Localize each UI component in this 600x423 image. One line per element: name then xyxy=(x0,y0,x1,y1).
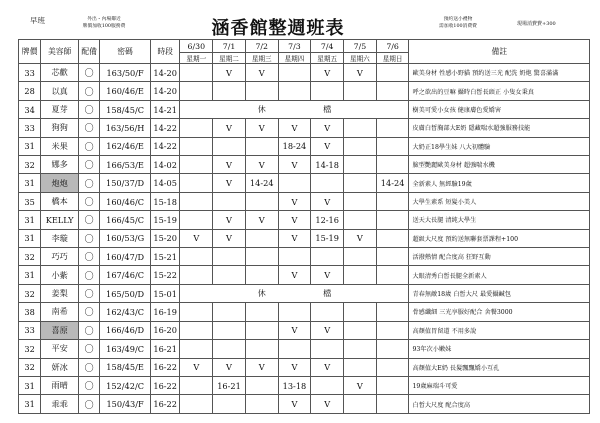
cell-day: V xyxy=(180,229,213,247)
cell-price: 33 xyxy=(19,321,41,339)
cell-remark: 活潑熱情 配合度高 狂野互動 xyxy=(409,248,590,266)
cell-day xyxy=(180,211,213,229)
cell-allocated: 〇 xyxy=(79,321,100,339)
cell-shift-time: 16-19 xyxy=(150,303,180,321)
col-price: 牌價 xyxy=(19,40,41,64)
cell-day: V xyxy=(245,119,278,137)
cell-day xyxy=(344,395,377,414)
cell-code: 158/45/E xyxy=(100,358,151,376)
col-date: 7/2 xyxy=(245,40,278,53)
cell-day xyxy=(376,303,409,321)
cell-day xyxy=(344,248,377,266)
cell-day: V xyxy=(278,119,311,137)
cell-day xyxy=(245,340,278,358)
cell-day: V xyxy=(311,266,344,284)
cell-remark: 全新素人 無經驗19歲 xyxy=(409,174,590,192)
col-name: 美容師 xyxy=(41,40,79,64)
cell-day xyxy=(344,119,377,137)
cell-shift-time: 15-18 xyxy=(150,192,180,210)
cell-day xyxy=(376,321,409,339)
cell-day: V xyxy=(213,174,246,192)
cell-code: 166/46/D xyxy=(100,321,151,339)
cell-day xyxy=(180,340,213,358)
table-row xyxy=(19,174,590,192)
cell-code: 158/45/C xyxy=(100,100,151,118)
cell-shift-time: 15-21 xyxy=(150,248,180,266)
cell-day: V xyxy=(245,211,278,229)
cell-day: V xyxy=(311,64,344,82)
cell-name: 姜梨 xyxy=(41,284,79,302)
cell-allocated: 〇 xyxy=(79,192,100,210)
cell-remark: 高顏值大E奶 長髮飄飄嬌小互孔 xyxy=(409,358,590,376)
cell-day xyxy=(180,248,213,266)
cell-allocated: 〇 xyxy=(79,119,100,137)
col-shift-time: 時段 xyxy=(150,40,180,64)
cell-remark: 19歲麻瑞斗可愛 xyxy=(409,376,590,394)
cell-allocated: 〇 xyxy=(79,100,100,118)
table-row xyxy=(19,64,590,82)
cell-remark: 青春無敵18歲 白皙大尺 最愛攝鹹包 xyxy=(409,284,590,302)
cell-day xyxy=(278,340,311,358)
cell-day: V xyxy=(278,395,311,414)
cell-day xyxy=(376,192,409,210)
cell-day: V xyxy=(344,64,377,82)
cell-name: 炮炮 xyxy=(41,174,79,192)
cell-day: 13-18 xyxy=(278,376,311,394)
cell-day: V xyxy=(311,137,344,155)
cell-day xyxy=(213,137,246,155)
cell-day xyxy=(376,119,409,137)
cell-price: 32 xyxy=(19,340,41,358)
cell-day xyxy=(278,174,311,192)
cell-rest-notice: 休 檔 xyxy=(180,284,409,302)
cell-day: V xyxy=(278,358,311,376)
cell-day xyxy=(344,174,377,192)
cell-day xyxy=(311,376,344,394)
cell-day xyxy=(245,229,278,247)
cell-day xyxy=(344,156,377,174)
cell-price: 32 xyxy=(19,248,41,266)
col-weekday: 星期三 xyxy=(245,53,278,64)
table-row xyxy=(19,395,590,414)
cell-name: 以真 xyxy=(41,82,79,100)
cell-day xyxy=(213,303,246,321)
cell-day xyxy=(180,395,213,414)
cell-day xyxy=(245,82,278,100)
shift-label: 早班 xyxy=(30,16,45,25)
cell-day: V xyxy=(245,358,278,376)
col-date: 6/30 xyxy=(180,40,213,53)
cell-allocated: 〇 xyxy=(79,340,100,358)
cell-price: 33 xyxy=(19,119,41,137)
cell-day xyxy=(278,248,311,266)
cell-allocated: 〇 xyxy=(79,358,100,376)
cell-name: 平安 xyxy=(41,340,79,358)
table-row xyxy=(19,248,590,266)
cell-day: V xyxy=(213,64,246,82)
cell-day: V xyxy=(213,119,246,137)
cell-day xyxy=(344,137,377,155)
cell-day xyxy=(180,376,213,394)
cell-day xyxy=(376,64,409,82)
cell-remark: 超級大尺度 預約送無聯套票課程+100 xyxy=(409,229,590,247)
cell-day xyxy=(180,137,213,155)
cell-allocated: 〇 xyxy=(79,395,100,414)
cell-name: 李璇 xyxy=(41,229,79,247)
cell-day xyxy=(180,174,213,192)
col-code: 密碼 xyxy=(100,40,151,64)
cell-day xyxy=(311,82,344,100)
table-header xyxy=(19,40,590,64)
cell-day xyxy=(213,321,246,339)
table-row xyxy=(19,303,590,321)
cell-day: V xyxy=(213,229,246,247)
page-title: 涵香館整週班表 xyxy=(211,18,345,39)
table-row xyxy=(19,284,590,302)
cell-code: 160/47/D xyxy=(100,248,151,266)
cell-remark: 骨感纖細 三光享服好配合 舍餐3000 xyxy=(409,303,590,321)
col-allocated: 配備 xyxy=(79,40,100,64)
cell-name: 夏芽 xyxy=(41,100,79,118)
cell-code: 163/50/F xyxy=(100,64,151,82)
cell-day xyxy=(376,376,409,394)
cell-price: 31 xyxy=(19,174,41,192)
cell-remark: 臉型艷麗歐美身材 超強喘水機 xyxy=(409,156,590,174)
cell-day: V xyxy=(344,376,377,394)
header-note-left-line: 外出・內場鄰近 xyxy=(87,17,121,22)
cell-code: 160/46/E xyxy=(100,82,151,100)
cell-code: 163/49/C xyxy=(100,340,151,358)
cell-day xyxy=(376,137,409,155)
table-row xyxy=(19,82,590,100)
cell-day: V xyxy=(344,229,377,247)
cell-code: 162/46/E xyxy=(100,137,151,155)
cell-day xyxy=(376,156,409,174)
col-weekday: 星期六 xyxy=(344,53,377,64)
cell-day xyxy=(278,64,311,82)
cell-price: 31 xyxy=(19,395,41,414)
cell-day: V xyxy=(213,156,246,174)
cell-day xyxy=(245,321,278,339)
cell-allocated: 〇 xyxy=(79,284,100,302)
table-row xyxy=(19,137,590,155)
cell-day: 14-24 xyxy=(245,174,278,192)
cell-price: 32 xyxy=(19,284,41,302)
cell-day: V xyxy=(311,395,344,414)
cell-day xyxy=(245,266,278,284)
cell-day xyxy=(376,229,409,247)
cell-day: V xyxy=(180,358,213,376)
cell-day xyxy=(245,192,278,210)
cell-code: 160/46/C xyxy=(100,192,151,210)
cell-day xyxy=(180,266,213,284)
cell-day xyxy=(245,376,278,394)
cell-shift-time: 14-22 xyxy=(150,119,180,137)
cell-day xyxy=(245,395,278,414)
header-note-right xyxy=(418,17,498,30)
cell-shift-time: 15-01 xyxy=(150,284,180,302)
cell-remark: 呼之欲出的豆嘛 攝時白皙長頭正 小隻女秉真 xyxy=(409,82,590,100)
cell-day xyxy=(213,340,246,358)
cell-price: 33 xyxy=(19,64,41,82)
cell-day xyxy=(376,82,409,100)
cell-day xyxy=(213,395,246,414)
cell-day: V xyxy=(245,64,278,82)
cell-remark: 大眼清秀白皙長腿全新素人 xyxy=(409,266,590,284)
cell-code: 150/37/D xyxy=(100,174,151,192)
header-note-right-line: 預約送小禮物 xyxy=(443,17,473,22)
table-body xyxy=(19,64,590,414)
header-note-left xyxy=(64,17,144,30)
fee-note: 現場消費費+300 xyxy=(517,21,556,27)
col-weekday: 星期一 xyxy=(180,53,213,64)
col-date: 7/4 xyxy=(311,40,344,53)
cell-name: 雨晴 xyxy=(41,376,79,394)
cell-day xyxy=(180,321,213,339)
cell-name: KELLY xyxy=(41,211,79,229)
cell-allocated: 〇 xyxy=(79,174,100,192)
cell-shift-time: 16-22 xyxy=(150,376,180,394)
table-row xyxy=(19,156,590,174)
cell-shift-time: 16-21 xyxy=(150,340,180,358)
cell-allocated: 〇 xyxy=(79,211,100,229)
cell-name: 喜原 xyxy=(41,321,79,339)
cell-shift-time: 16-20 xyxy=(150,321,180,339)
cell-day: 14-18 xyxy=(311,156,344,174)
table-row xyxy=(19,266,590,284)
cell-day xyxy=(245,248,278,266)
cell-day xyxy=(180,156,213,174)
cell-day xyxy=(376,266,409,284)
cell-name: 狗狗 xyxy=(41,119,79,137)
cell-code: 165/50/D xyxy=(100,284,151,302)
cell-day xyxy=(245,137,278,155)
cell-remark: 93年次小嫩妹 xyxy=(409,340,590,358)
cell-day xyxy=(344,321,377,339)
cell-name: 巧巧 xyxy=(41,248,79,266)
cell-allocated: 〇 xyxy=(79,82,100,100)
col-weekday: 星期五 xyxy=(311,53,344,64)
cell-day xyxy=(213,82,246,100)
cell-day: V xyxy=(278,321,311,339)
table-row xyxy=(19,119,590,137)
cell-shift-time: 15-19 xyxy=(150,211,180,229)
table-row xyxy=(19,340,590,358)
cell-price: 35 xyxy=(19,192,41,210)
cell-day: V xyxy=(311,321,344,339)
cell-code: 162/43/C xyxy=(100,303,151,321)
cell-day xyxy=(376,395,409,414)
cell-code: 167/46/C xyxy=(100,266,151,284)
cell-allocated: 〇 xyxy=(79,137,100,155)
cell-allocated: 〇 xyxy=(79,229,100,247)
cell-price: 31 xyxy=(19,376,41,394)
cell-price: 34 xyxy=(19,100,41,118)
cell-price: 31 xyxy=(19,211,41,229)
cell-price: 28 xyxy=(19,82,41,100)
cell-name: 南希 xyxy=(41,303,79,321)
cell-remark: 大奶正18學生妹 八大初體驗 xyxy=(409,137,590,155)
cell-day: 16-21 xyxy=(213,376,246,394)
cell-remark: 高顏值胃留道 不用多說 xyxy=(409,321,590,339)
table-row xyxy=(19,211,590,229)
header-note-left-line: 牌價加收100服務費 xyxy=(82,23,126,29)
cell-day: 15-19 xyxy=(311,229,344,247)
cell-day: V xyxy=(278,192,311,210)
table-row xyxy=(19,229,590,247)
col-date: 7/3 xyxy=(278,40,311,53)
cell-name: 芯歡 xyxy=(41,64,79,82)
cell-allocated: 〇 xyxy=(79,266,100,284)
col-remark: 備註 xyxy=(409,40,590,64)
cell-shift-time: 14-22 xyxy=(150,137,180,155)
cell-day xyxy=(213,192,246,210)
cell-price: 31 xyxy=(19,229,41,247)
cell-day xyxy=(180,303,213,321)
cell-day: V xyxy=(278,211,311,229)
cell-code: 166/45/C xyxy=(100,211,151,229)
table-row xyxy=(19,321,590,339)
cell-name: 乖乖 xyxy=(41,395,79,414)
cell-shift-time: 14-20 xyxy=(150,64,180,82)
cell-code: 166/53/E xyxy=(100,156,151,174)
cell-allocated: 〇 xyxy=(79,376,100,394)
cell-shift-time: 14-02 xyxy=(150,156,180,174)
cell-day xyxy=(344,82,377,100)
cell-remark: 大學生素系 短髮小美人 xyxy=(409,192,590,210)
cell-price: 32 xyxy=(19,156,41,174)
cell-day xyxy=(180,192,213,210)
cell-shift-time: 16-22 xyxy=(150,358,180,376)
cell-day xyxy=(376,211,409,229)
cell-day: V xyxy=(311,192,344,210)
cell-remark: 白皙大尺度 配合度高 xyxy=(409,395,590,414)
cell-day xyxy=(311,303,344,321)
cell-day xyxy=(376,248,409,266)
cell-day xyxy=(245,303,278,321)
cell-day: V xyxy=(278,156,311,174)
cell-day: V xyxy=(213,211,246,229)
cell-day xyxy=(376,340,409,358)
cell-name: 米果 xyxy=(41,137,79,155)
cell-day: V xyxy=(213,358,246,376)
cell-day xyxy=(344,211,377,229)
cell-price: 31 xyxy=(19,137,41,155)
col-date: 7/1 xyxy=(213,40,246,53)
cell-day xyxy=(180,119,213,137)
cell-price: 38 xyxy=(19,303,41,321)
cell-day: V xyxy=(278,266,311,284)
cell-day: V xyxy=(278,229,311,247)
cell-day xyxy=(180,64,213,82)
cell-allocated: 〇 xyxy=(79,303,100,321)
cell-day: 18-24 xyxy=(278,137,311,155)
cell-rest-notice: 休 檔 xyxy=(180,100,409,118)
cell-allocated: 〇 xyxy=(79,156,100,174)
cell-day: 14-24 xyxy=(376,174,409,192)
col-date: 7/6 xyxy=(376,40,409,53)
cell-shift-time: 14-20 xyxy=(150,82,180,100)
cell-day xyxy=(344,303,377,321)
cell-code: 150/43/F xyxy=(100,395,151,414)
cell-shift-time: 14-21 xyxy=(150,100,180,118)
cell-remark: 送天大長腿 清純大學生 xyxy=(409,211,590,229)
cell-price: 31 xyxy=(19,266,41,284)
cell-code: 152/42/C xyxy=(100,376,151,394)
header-note-right-line: 需加收100消費費 xyxy=(439,23,477,29)
cell-remark: 歐美身材 性感小野貓 預約送三光 配洗 奶炮 驚喜滿滿 xyxy=(409,64,590,82)
cell-day: V xyxy=(311,358,344,376)
cell-name: 橋本 xyxy=(41,192,79,210)
table-row xyxy=(19,358,590,376)
cell-shift-time: 15-22 xyxy=(150,266,180,284)
cell-price: 32 xyxy=(19,358,41,376)
cell-day xyxy=(213,266,246,284)
col-weekday: 星期二 xyxy=(213,53,246,64)
cell-day xyxy=(344,358,377,376)
cell-day xyxy=(376,358,409,376)
schedule-table xyxy=(18,39,590,414)
table-row xyxy=(19,192,590,210)
cell-day: V xyxy=(245,156,278,174)
table-row xyxy=(19,100,590,118)
col-date: 7/5 xyxy=(344,40,377,53)
cell-shift-time: 14-05 xyxy=(150,174,180,192)
cell-day xyxy=(180,82,213,100)
cell-name: 娜多 xyxy=(41,156,79,174)
cell-day xyxy=(311,248,344,266)
cell-code: 163/56/H xyxy=(100,119,151,137)
col-weekday: 星期四 xyxy=(278,53,311,64)
col-weekday: 星期日 xyxy=(376,53,409,64)
cell-day: V xyxy=(311,119,344,137)
cell-shift-time: 16-22 xyxy=(150,395,180,414)
cell-day xyxy=(278,303,311,321)
cell-remark: 樹美可愛小女孩 健康膚色愛嬌害 xyxy=(409,100,590,118)
cell-remark: 皮膚白皙胸部大E奶 隱藏喘水超強服務技能 xyxy=(409,119,590,137)
table-row xyxy=(19,376,590,394)
cell-day xyxy=(278,82,311,100)
cell-allocated: 〇 xyxy=(79,248,100,266)
cell-day xyxy=(344,340,377,358)
cell-name: 妍冰 xyxy=(41,358,79,376)
cell-day: 12-16 xyxy=(311,211,344,229)
cell-day xyxy=(311,340,344,358)
cell-allocated: 〇 xyxy=(79,64,100,82)
cell-day xyxy=(213,248,246,266)
cell-code: 160/53/G xyxy=(100,229,151,247)
cell-day xyxy=(344,266,377,284)
cell-shift-time: 15-20 xyxy=(150,229,180,247)
cell-name: 小紫 xyxy=(41,266,79,284)
cell-day xyxy=(344,192,377,210)
cell-day xyxy=(311,174,344,192)
